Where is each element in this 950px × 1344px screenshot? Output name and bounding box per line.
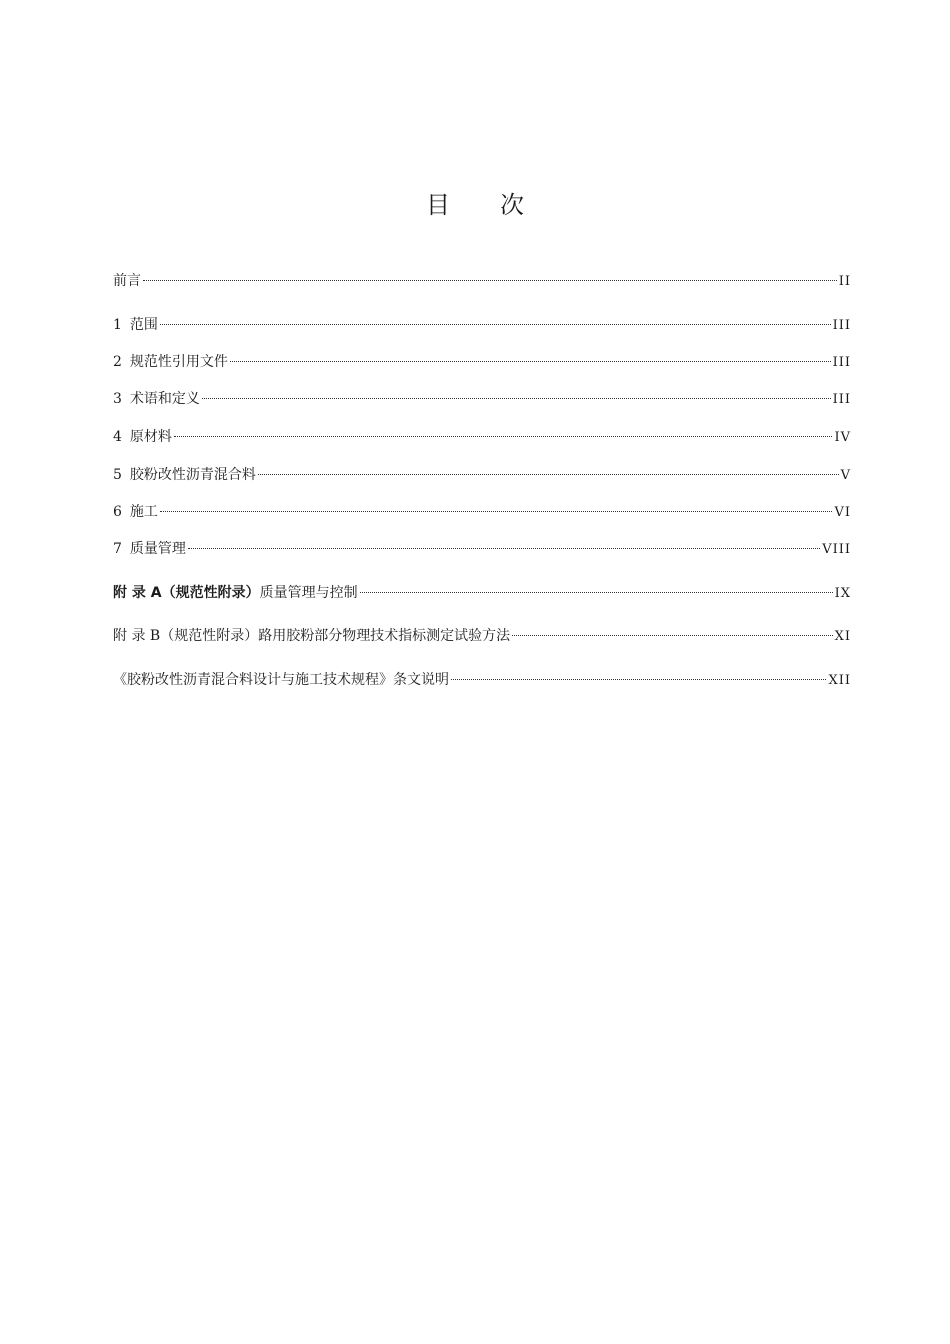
toc-entry-label: 6 施工 [113,504,158,520]
toc-entry-appendix-b[interactable] [113,627,851,645]
toc-entry-label: 3 术语和定义 [113,391,200,407]
toc-entry-label: 附 录 B（规范性附录）路用胶粉部分物理技术指标测定试验方法 [113,628,511,644]
toc-entry-label: 4 原材料 [113,429,172,445]
dot-leader [360,592,833,593]
toc-entry-label: 7 质量管理 [113,541,186,557]
dot-leader [202,398,831,399]
toc-entry-quality-management[interactable] [113,540,851,558]
toc-page-number: III [832,318,851,333]
toc-title [0,185,950,220]
toc-entry-materials[interactable] [113,428,851,446]
toc-title-part1: 目 [426,191,450,219]
appendix-a-heading: 附 录 A（规范性附录） [113,585,260,601]
toc-entry-label: 1 范围 [113,317,158,333]
toc-entry-construction[interactable] [113,503,851,521]
toc-page-number: VI [834,505,851,520]
toc-title-part2: 次 [500,191,524,219]
dot-leader [174,436,833,437]
dot-leader [160,511,833,512]
toc-entry-explanation[interactable] [113,671,851,689]
dot-leader [451,679,826,680]
toc-page-number: IV [834,430,851,445]
toc-entry-foreword[interactable] [113,272,851,290]
dot-leader [160,324,831,325]
toc-entry-label: 前言 [113,273,141,289]
toc-entry-terms[interactable] [113,390,851,408]
toc-entry-mixture[interactable] [113,466,851,484]
toc-page-number: VIII [822,542,851,557]
dot-leader [143,280,837,281]
toc-entry-appendix-a[interactable] [113,584,851,602]
dot-leader [258,474,839,475]
toc-entry-label: 附 录 A（规范性附录）质量管理与控制 [113,585,358,601]
toc-page-number: V [840,468,851,483]
toc-entry-scope[interactable] [113,316,851,334]
toc-entry-label: 2 规范性引用文件 [113,354,228,370]
toc-page-number: XII [828,673,851,688]
toc-entry-normative-references[interactable] [113,353,851,371]
toc-page-number: IX [834,586,851,601]
toc-page-number: III [832,355,851,370]
dot-leader [512,635,832,636]
toc-entry-label: 《胶粉改性沥青混合料设计与施工技术规程》条文说明 [113,672,449,688]
toc-page-number: II [838,274,851,289]
toc-page-number: III [832,392,851,407]
toc-entry-label: 5 胶粉改性沥青混合料 [113,467,256,483]
dot-leader [230,361,831,362]
dot-leader [188,548,820,549]
toc-page-number: XI [834,629,851,644]
